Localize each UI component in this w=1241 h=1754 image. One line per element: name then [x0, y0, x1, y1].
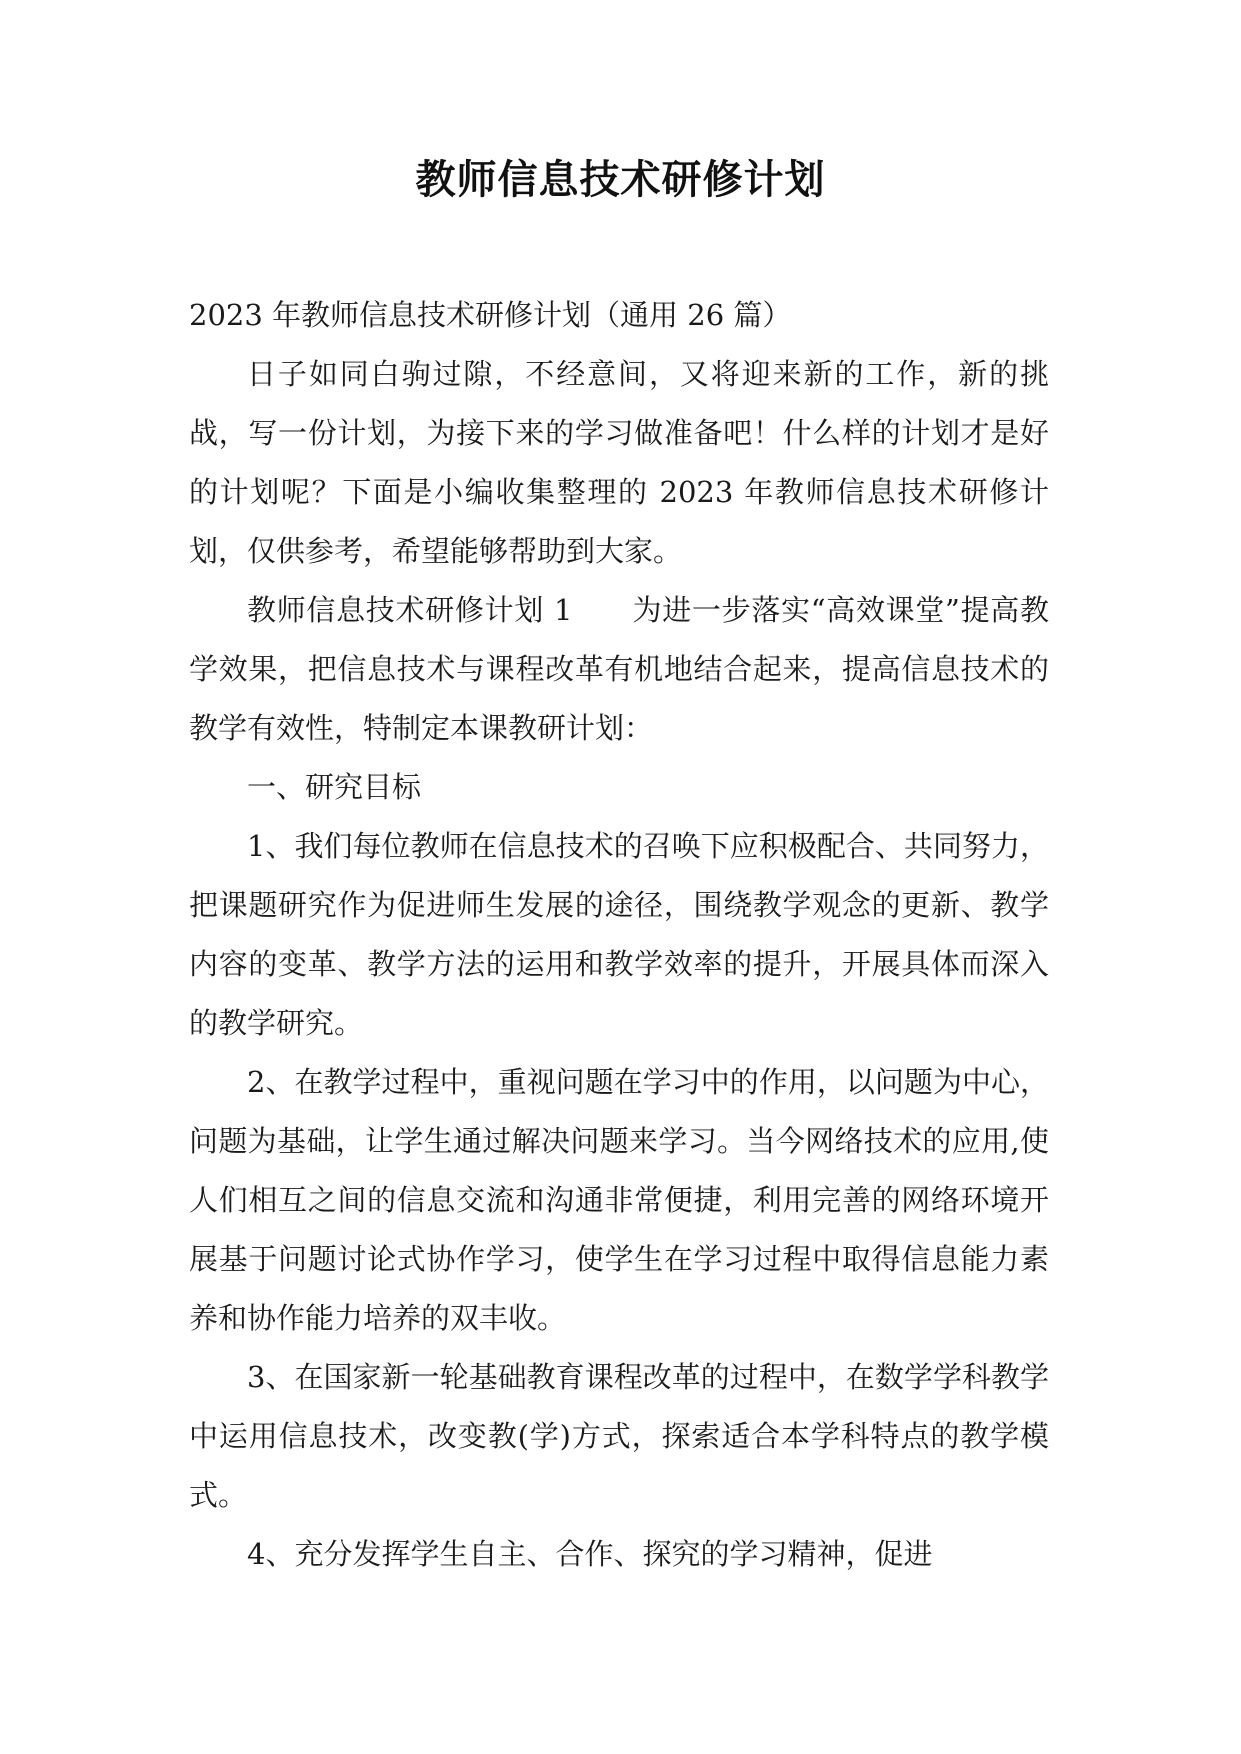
section-heading-research-goals: 一、研究目标 [247, 770, 422, 804]
goal-3-paragraph: 3、在国家新一轮基础教育课程改革的过程中，在数学学科教学中运用信息技术，改变教(学)方式，探索适合本学科特点的教学模式。 [189, 1360, 1049, 1512]
document-title: 教师信息技术研修计划 [415, 157, 826, 203]
document-body [189, 286, 1049, 1584]
goal-4-paragraph: 4、充分发挥学生自主、合作、探究的学习精神，促进 [247, 1537, 933, 1571]
document-subtitle: 2023 年教师信息技术研修计划（通用 26 篇） [189, 298, 792, 332]
plan-1-intro-paragraph: 教师信息技术研修计划 1 为进一步落实“高效课堂”提高教学效果，把信息技术与课程改革有机地结合起来，提高信息技术的教学有效性，特制定本课教研计划： [189, 593, 1049, 745]
goal-2-paragraph: 2、在教学过程中，重视问题在学习中的作用，以问题为中心，问题为基础，让学生通过解决问题来学习。当今网络技术的应用,使人们相互之间的信息交流和沟通非常便捷，利用完善的网络环境开展基于问题讨论式协作学习，使学生在学习过程中取得信息能力素养和协作能力培养的双丰收。 [189, 1065, 1049, 1335]
goal-1-paragraph: 1、我们每位教师在信息技术的召唤下应积极配合、共同努力，把课题研究作为促进师生发展的途径，围绕教学观念的更新、教学内容的变革、教学方法的运用和教学效率的提升，开展具体而深入的教学研究。 [189, 829, 1049, 1040]
intro-paragraph: 日子如同白驹过隙，不经意间，又将迎来新的工作，新的挑战，写一份计划，为接下来的学习做准备吧！什么样的计划才是好的计划呢？下面是小编收集整理的 2023 年教师信息技术研修计划，仅供参考，希望能够帮助到大家。 [189, 357, 1049, 568]
